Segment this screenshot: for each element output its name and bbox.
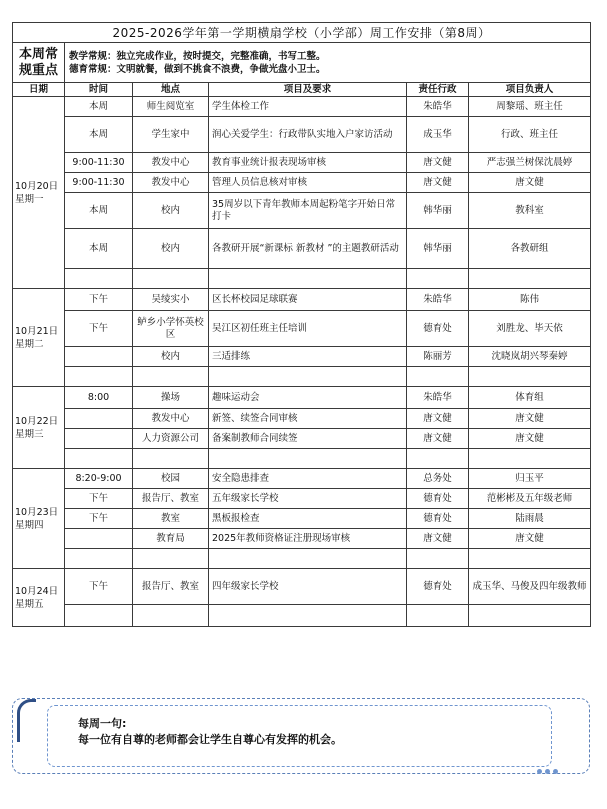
place-cell: 吴绫实小 [133, 289, 209, 311]
item-cell: 五年级家长学校 [209, 489, 407, 509]
table-row [13, 311, 591, 347]
date-label: 10月22日 [15, 415, 59, 427]
item-cell: 区长杯校园足球联赛 [209, 289, 407, 311]
place-cell [133, 269, 209, 289]
admin-cell: 成玉华 [407, 117, 469, 153]
table-row [13, 269, 591, 289]
time-cell [65, 269, 133, 289]
place-cell: 报告厅、教室 [133, 569, 209, 605]
place-cell: 教室 [133, 509, 209, 529]
item-cell: 润心关爱学生：行政带队实地入户家访活动 [209, 117, 407, 153]
admin-cell: 唐文健 [407, 153, 469, 173]
owner-cell [469, 449, 591, 469]
owner-cell: 归玉平 [469, 469, 591, 489]
item-cell [209, 449, 407, 469]
table-row [13, 449, 591, 469]
owner-cell: 教科室 [469, 193, 591, 229]
item-cell: 新签、续签合同审核 [209, 409, 407, 429]
time-cell [65, 605, 133, 627]
owner-cell: 刘胜龙、毕天依 [469, 311, 591, 347]
owner-cell: 唐文健 [469, 529, 591, 549]
admin-cell: 唐文健 [407, 173, 469, 193]
item-cell: 四年级家长学校 [209, 569, 407, 605]
item-cell [209, 269, 407, 289]
admin-cell [407, 449, 469, 469]
item-cell: 学生体检工作 [209, 97, 407, 117]
owner-cell: 陆雨晨 [469, 509, 591, 529]
time-cell [65, 409, 133, 429]
admin-cell [407, 367, 469, 387]
weekly-focus-content [65, 43, 591, 83]
table-row [13, 469, 591, 489]
weekday-label: 星期三 [15, 428, 44, 440]
admin-cell: 朱皓华 [407, 387, 469, 409]
table-row [13, 605, 591, 627]
table-header-row [13, 83, 591, 97]
table-row [13, 173, 591, 193]
time-cell: 下午 [65, 311, 133, 347]
place-cell: 师生阅览室 [133, 97, 209, 117]
admin-cell: 德育处 [407, 311, 469, 347]
place-cell: 教发中心 [133, 153, 209, 173]
focus-line-moral: 德育常规：文明就餐，做到不挑食不浪费，争做光盘小卫士。 [69, 63, 326, 75]
owner-cell: 行政、班主任 [469, 117, 591, 153]
weekly-quote-box [47, 705, 552, 767]
admin-cell: 陈丽芳 [407, 347, 469, 367]
weekday-label: 星期四 [15, 519, 44, 531]
date-cell [13, 469, 65, 569]
admin-cell: 韩华丽 [407, 229, 469, 269]
time-cell: 9:00-11:30 [65, 153, 133, 173]
weekday-label: 星期二 [15, 338, 44, 350]
time-cell [65, 449, 133, 469]
place-cell: 教发中心 [133, 173, 209, 193]
table-row [13, 97, 591, 117]
owner-cell: 范彬彬及五年级老师 [469, 489, 591, 509]
place-cell: 学生家中 [133, 117, 209, 153]
owner-cell: 成玉华、马俊及四年级教师 [469, 569, 591, 605]
place-cell: 鲈乡小学怀英校区 [133, 311, 209, 347]
quote-title: 每周一句: [78, 717, 127, 730]
schedule-table [12, 22, 591, 627]
time-cell: 本周 [65, 229, 133, 269]
owner-cell: 沈晓岚胡兴琴秦婷 [469, 347, 591, 367]
time-cell [65, 347, 133, 367]
page-title: 2025-2026学年第一学期横扇学校（小学部）周工作安排（第8周） [13, 23, 591, 43]
admin-cell [407, 605, 469, 627]
item-cell: 备案制教师合同续签 [209, 429, 407, 449]
table-row [13, 387, 591, 409]
frame-swirl-decoration [17, 699, 36, 742]
item-cell: 35周岁以下青年教师本周起粉笔字开始日常打卡 [209, 193, 407, 229]
item-cell: 2025年教师资格证注册现场审核 [209, 529, 407, 549]
place-cell [133, 367, 209, 387]
table-row [13, 529, 591, 549]
table-row [13, 229, 591, 269]
time-cell [65, 549, 133, 569]
table-row [13, 569, 591, 605]
table-row [13, 489, 591, 509]
owner-cell: 严志强兰树保沈晨婷 [469, 153, 591, 173]
time-cell: 8:00 [65, 387, 133, 409]
admin-cell: 唐文健 [407, 429, 469, 449]
header-time: 时间 [65, 83, 133, 97]
table-row [13, 153, 591, 173]
admin-cell: 德育处 [407, 509, 469, 529]
owner-cell: 陈伟 [469, 289, 591, 311]
item-cell: 各教研开展“新课标 新教材 ”的主题教研活动 [209, 229, 407, 269]
place-cell [133, 549, 209, 569]
admin-cell [407, 269, 469, 289]
time-cell: 下午 [65, 509, 133, 529]
quote-text: 每一位有自尊的老师都会让学生自尊心有发挥的机会。 [78, 733, 342, 746]
admin-cell: 总务处 [407, 469, 469, 489]
owner-cell [469, 549, 591, 569]
weekday-label: 星期五 [15, 598, 44, 610]
admin-cell: 唐文健 [407, 529, 469, 549]
place-cell: 校园 [133, 469, 209, 489]
table-row [13, 347, 591, 367]
table-row [13, 367, 591, 387]
header-owner: 项目负责人 [469, 83, 591, 97]
time-cell: 本周 [65, 117, 133, 153]
item-cell: 管理人员信息核对审核 [209, 173, 407, 193]
time-cell [65, 367, 133, 387]
place-cell: 校内 [133, 193, 209, 229]
admin-cell: 唐文健 [407, 409, 469, 429]
weekly-focus-label: 本周常规重点 [13, 43, 65, 83]
date-cell [13, 387, 65, 469]
place-cell: 人力资源公司 [133, 429, 209, 449]
owner-cell: 各教研组 [469, 229, 591, 269]
table-row [13, 193, 591, 229]
admin-cell: 韩华丽 [407, 193, 469, 229]
header-date: 日期 [13, 83, 65, 97]
header-admin: 责任行政 [407, 83, 469, 97]
table-row [13, 429, 591, 449]
place-cell [133, 449, 209, 469]
place-cell: 教育局 [133, 529, 209, 549]
place-cell: 校内 [133, 347, 209, 367]
date-label: 10月24日 [15, 585, 59, 597]
dots-decoration [537, 759, 565, 767]
date-cell [13, 289, 65, 387]
time-cell: 下午 [65, 289, 133, 311]
weekday-label: 星期一 [15, 193, 44, 205]
date-cell [13, 569, 65, 627]
admin-cell: 德育处 [407, 489, 469, 509]
table-row [13, 409, 591, 429]
item-cell: 黑板报检查 [209, 509, 407, 529]
date-label: 10月20日 [15, 180, 59, 192]
time-cell: 本周 [65, 193, 133, 229]
item-cell [209, 549, 407, 569]
date-label: 10月21日 [15, 325, 59, 337]
table-row [13, 289, 591, 311]
time-cell: 下午 [65, 489, 133, 509]
item-cell: 吴江区初任班主任培训 [209, 311, 407, 347]
date-cell [13, 97, 65, 289]
admin-cell: 朱皓华 [407, 97, 469, 117]
place-cell: 操场 [133, 387, 209, 409]
time-cell [65, 529, 133, 549]
owner-cell: 体育组 [469, 387, 591, 409]
item-cell: 三适排练 [209, 347, 407, 367]
owner-cell [469, 367, 591, 387]
header-item: 项目及要求 [209, 83, 407, 97]
table-row [13, 509, 591, 529]
admin-cell [407, 549, 469, 569]
weekly-quote-frame [12, 698, 590, 774]
owner-cell [469, 605, 591, 627]
time-cell [65, 429, 133, 449]
owner-cell: 唐文健 [469, 409, 591, 429]
table-row [13, 117, 591, 153]
place-cell: 校内 [133, 229, 209, 269]
item-cell: 安全隐患排查 [209, 469, 407, 489]
owner-cell: 周黎瑶、班主任 [469, 97, 591, 117]
item-cell [209, 367, 407, 387]
date-label: 10月23日 [15, 506, 59, 518]
owner-cell [469, 269, 591, 289]
item-cell: 教育事业统计报表现场审核 [209, 153, 407, 173]
owner-cell: 唐文健 [469, 429, 591, 449]
place-cell: 报告厅、教室 [133, 489, 209, 509]
place-cell [133, 605, 209, 627]
focus-line-teaching: 教学常规：独立完成作业，按时提交，完整准确，书写工整。 [69, 50, 326, 62]
header-place: 地点 [133, 83, 209, 97]
admin-cell: 德育处 [407, 569, 469, 605]
item-cell [209, 605, 407, 627]
time-cell: 9:00-11:30 [65, 173, 133, 193]
time-cell: 下午 [65, 569, 133, 605]
time-cell: 本周 [65, 97, 133, 117]
owner-cell: 唐文健 [469, 173, 591, 193]
table-row [13, 549, 591, 569]
place-cell: 教发中心 [133, 409, 209, 429]
admin-cell: 朱皓华 [407, 289, 469, 311]
item-cell: 趣味运动会 [209, 387, 407, 409]
time-cell: 8:20-9:00 [65, 469, 133, 489]
